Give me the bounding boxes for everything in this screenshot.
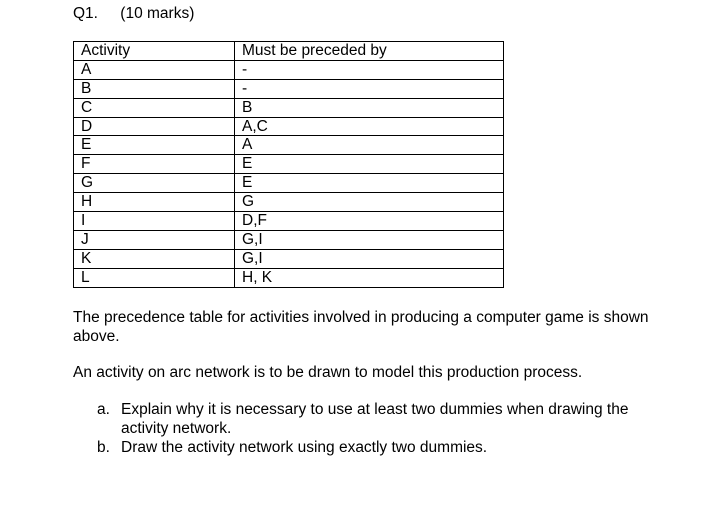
task-text: Explain why it is necessary to use at least two dummies when drawing the activity network. bbox=[121, 401, 629, 437]
preceded-by-cell: - bbox=[235, 79, 504, 98]
table-row bbox=[74, 193, 504, 212]
activity-cell: D bbox=[74, 117, 235, 136]
preceded-by-cell: G,I bbox=[235, 230, 504, 249]
table-row bbox=[74, 117, 504, 136]
network-paragraph: An activity on arc network is to be drawn to model this production process. bbox=[73, 364, 583, 381]
table-row bbox=[74, 98, 504, 117]
activity-cell: G bbox=[74, 174, 235, 193]
task-item-a bbox=[97, 401, 677, 438]
preceded-by-cell: A,C bbox=[235, 117, 504, 136]
preceded-by-cell: E bbox=[235, 174, 504, 193]
task-item-b bbox=[97, 439, 677, 458]
task-letter: a. bbox=[97, 401, 110, 418]
header-preceded-by: Must be preceded by bbox=[235, 42, 504, 61]
intro-paragraph: The precedence table for activities involved in producing a computer game is shown above. bbox=[73, 309, 649, 345]
table-row bbox=[74, 212, 504, 231]
precedence-table bbox=[73, 41, 504, 288]
activity-cell: K bbox=[74, 249, 235, 268]
table-header-row bbox=[74, 42, 504, 61]
preceded-by-cell: A bbox=[235, 136, 504, 155]
header-activity: Activity bbox=[74, 42, 235, 61]
preceded-by-cell: - bbox=[235, 60, 504, 79]
preceded-by-cell: G bbox=[235, 193, 504, 212]
task-list bbox=[97, 401, 677, 459]
preceded-by-cell: H, K bbox=[235, 268, 504, 287]
task-text: Draw the activity network using exactly two dummies. bbox=[121, 439, 488, 456]
activity-cell: B bbox=[74, 79, 235, 98]
activity-cell: J bbox=[74, 230, 235, 249]
table-row bbox=[74, 268, 504, 287]
table-row bbox=[74, 60, 504, 79]
activity-cell: A bbox=[74, 60, 235, 79]
preceded-by-cell: E bbox=[235, 155, 504, 174]
activity-cell: H bbox=[74, 193, 235, 212]
preceded-by-cell: B bbox=[235, 98, 504, 117]
table-row bbox=[74, 136, 504, 155]
task-letter: b. bbox=[97, 439, 110, 456]
table-row bbox=[74, 79, 504, 98]
question-number: Q1. bbox=[73, 5, 98, 22]
activity-cell: L bbox=[74, 268, 235, 287]
preceded-by-cell: G,I bbox=[235, 249, 504, 268]
activity-cell: I bbox=[74, 212, 235, 231]
preceded-by-cell: D,F bbox=[235, 212, 504, 231]
question-header bbox=[73, 5, 194, 23]
activity-cell: F bbox=[74, 155, 235, 174]
table-row bbox=[74, 230, 504, 249]
table-row bbox=[74, 174, 504, 193]
activity-cell: E bbox=[74, 136, 235, 155]
question-marks: (10 marks) bbox=[120, 5, 195, 22]
activity-cell: C bbox=[74, 98, 235, 117]
table-row bbox=[74, 155, 504, 174]
table-row bbox=[74, 249, 504, 268]
